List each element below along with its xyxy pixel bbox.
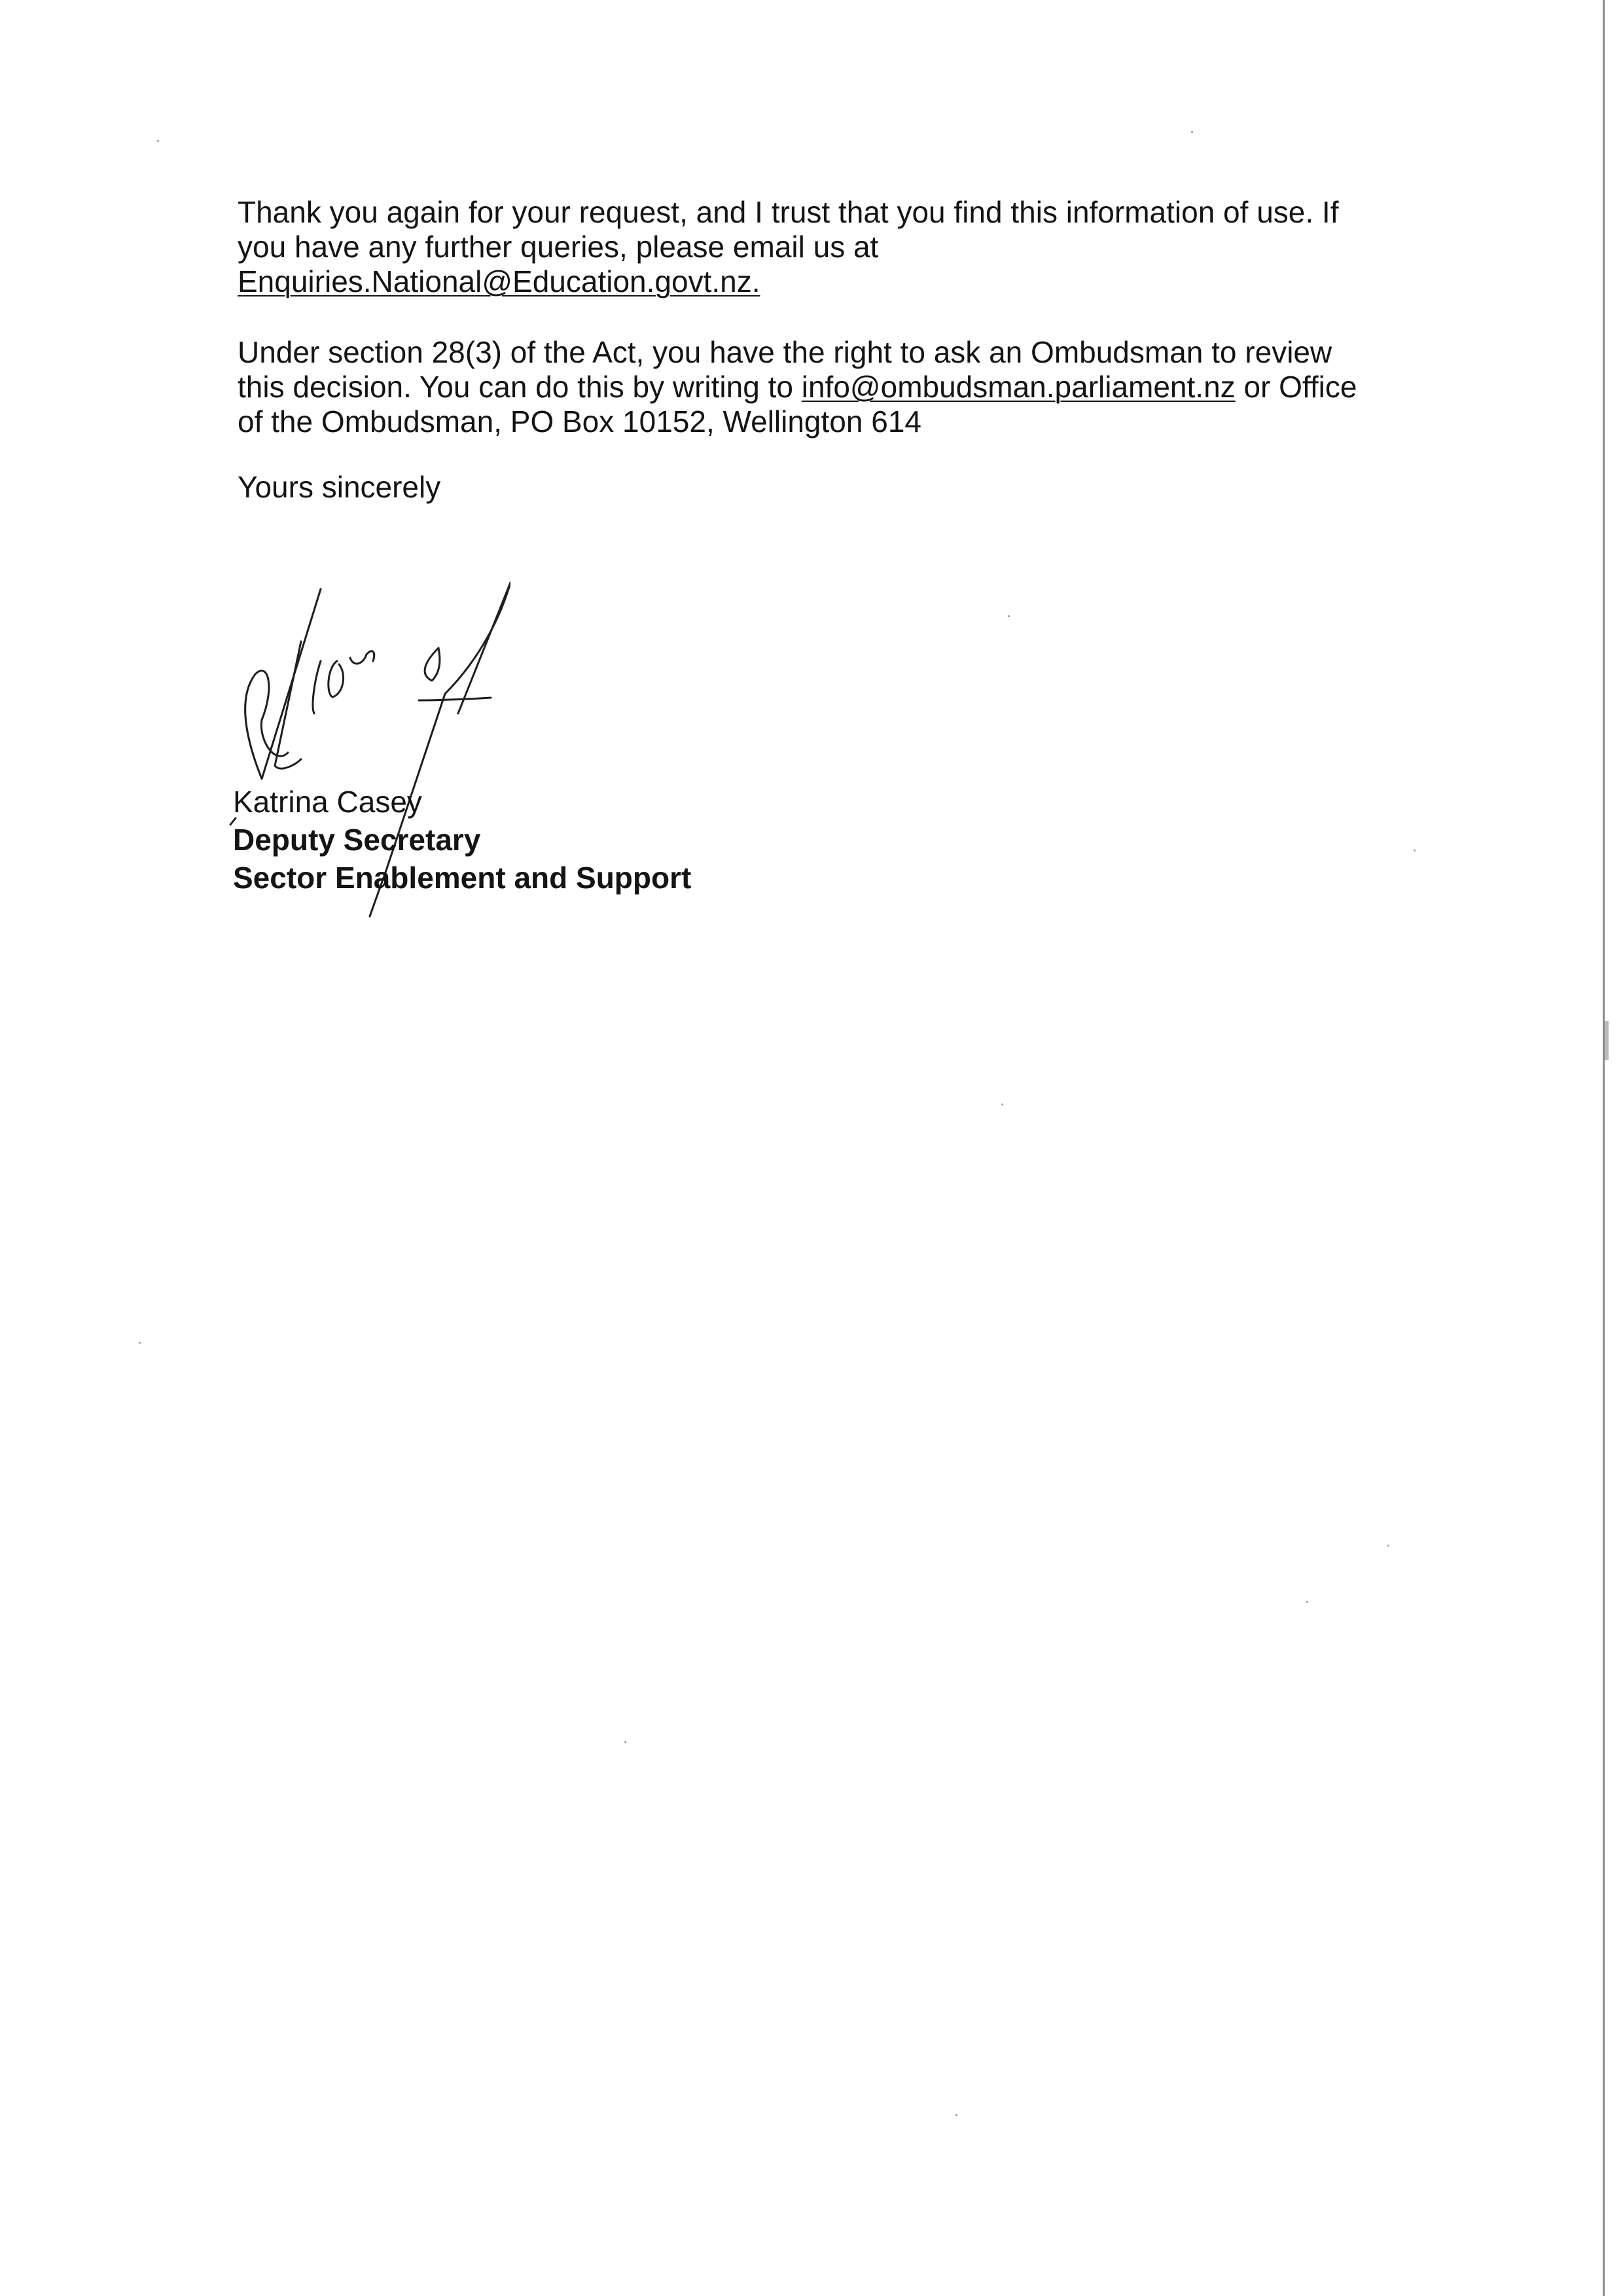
scan-speck	[1001, 1103, 1003, 1105]
scan-speck	[624, 1741, 626, 1743]
scan-speck	[1414, 850, 1416, 852]
ombudsman-paragraph	[238, 335, 1376, 439]
paragraph-line: of the Ombudsman, PO Box 10152, Wellington 614	[238, 404, 921, 439]
signatory-division: Sector Enablement and Support	[233, 861, 692, 895]
paragraph-line: Under section 28(3) of the Act, you have the right to ask an Ombudsman to review	[238, 335, 1332, 369]
scan-speck	[1387, 1545, 1389, 1547]
scan-speck	[955, 2114, 957, 2116]
scan-speck	[139, 1342, 141, 1344]
paragraph-text: or Office	[1235, 370, 1357, 404]
paragraph-line: Thank you again for your request, and I trust that you find this information of use. If	[238, 195, 1339, 229]
paragraph-text: this decision. You can do this by writing to	[238, 370, 802, 404]
scan-edge-mark	[1605, 1021, 1609, 1060]
paragraph-line: you have any further queries, please email us at	[238, 230, 879, 264]
ombudsman-email-link[interactable]: info@ombudsman.parliament.nz	[801, 370, 1236, 404]
scan-speck	[1191, 131, 1193, 133]
signatory-name: Katrina Casey	[233, 785, 422, 819]
scan-speck	[157, 140, 159, 142]
valediction: Yours sincerely	[238, 470, 441, 504]
signatory-title: Deputy Secretary	[233, 823, 481, 857]
closing-paragraph	[238, 195, 1376, 299]
scan-speck	[1306, 1601, 1308, 1603]
scan-edge-line	[1603, 0, 1605, 2296]
enquiries-email-link[interactable]: Enquiries.National@Education.govt.nz.	[238, 264, 760, 298]
scan-speck	[1008, 615, 1010, 617]
signature-block	[233, 783, 691, 897]
